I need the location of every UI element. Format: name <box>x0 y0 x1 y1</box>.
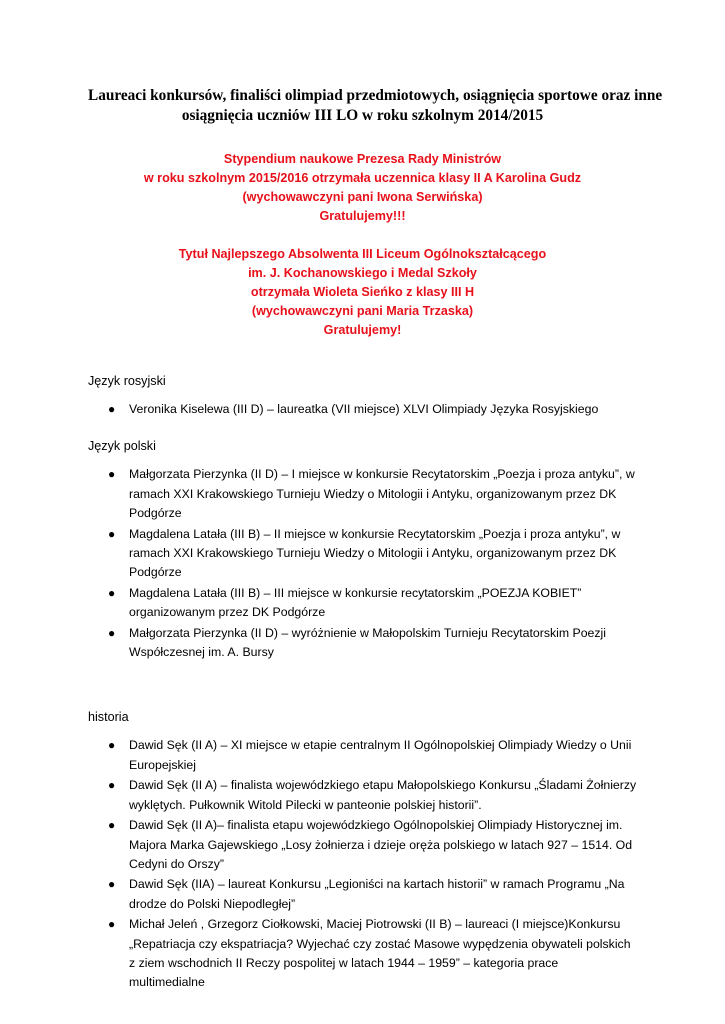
list-item-text: Małgorzata Pierzynka (II D) – wyróżnienie w Małopolskim Turnieju Recytatorskim Poezji Współczesnej im. A. Bursy <box>129 625 607 660</box>
list-item-text: Dawid Sęk (IIA) – laureat Konkursu „Legioniści na kartach historii” w ramach Programu „Na drodze do Polski Niepodległej” <box>129 877 625 911</box>
list-item <box>88 465 637 523</box>
award-scholarship <box>88 150 637 226</box>
list-item <box>88 736 637 775</box>
bullet-icon: ● <box>108 778 116 793</box>
award-line: (wychowawczyni pani Iwona Serwińska) <box>242 190 483 204</box>
section-list-history <box>88 736 637 992</box>
list-item <box>88 816 637 874</box>
list-item-text: Veronika Kiselewa (III D) – laureatka (VII miejsce) XLVI Olimpiady Języka Rosyjskiego <box>129 402 599 416</box>
bullet-icon: ● <box>108 877 116 892</box>
award-line: Stypendium naukowe Prezesa Rady Ministrów <box>223 152 502 166</box>
list-item <box>88 875 637 914</box>
award-best-graduate <box>88 245 637 340</box>
list-item <box>88 400 637 419</box>
award-line: otrzymała Wioleta Sieńko z klasy III H <box>250 285 475 299</box>
section-heading-russian: Język rosyjski <box>88 374 166 388</box>
list-item-text: Dawid Sęk (II A)– finalista etapu wojewódzkiego Ogólnopolskiej Olimpiady Historycznej im. Majora Marka Gajewskiego „Losy żołnierza i dzieje oręża polskiego w latach 927 – 1514. Od Cedyni do Orszy” <box>129 818 633 871</box>
bullet-icon: ● <box>108 402 116 416</box>
list-item <box>88 624 637 663</box>
list-item <box>88 584 637 623</box>
award-line: Gratulujemy!!! <box>319 209 406 223</box>
award-line: Tytuł Najlepszego Absolwenta III Liceum Ogólnokształcącego <box>178 247 547 261</box>
award-line: (wychowawczyni pani Maria Trzaska) <box>251 304 474 318</box>
list-item-text: Magdalena Latała (III B) – II miejsce w konkursie Recytatorskim „Poezja i proza antyku”, w ramach XXI Krakowskiego Turnieju Wiedzy o Mitologii i Antyku, organizowanym przez DK Podgórze <box>129 526 621 580</box>
award-line: w roku szkolnym 2015/2016 otrzymała uczennica klasy II A Karolina Gudz <box>143 171 582 185</box>
bullet-icon: ● <box>108 738 116 753</box>
list-item-text: Małgorzata Pierzynka (II D) – I miejsce w konkursie Recytatorskim „Poezja i proza antyku”, w ramach XXI Krakowskiego Turnieju Wiedzy o Mitologii i Antyku, organizowanym przez DK Podgórze <box>129 467 635 521</box>
bullet-icon: ● <box>108 467 116 482</box>
list-item <box>88 776 637 815</box>
list-item <box>88 915 637 993</box>
award-line: im. J. Kochanowskiego i Medal Szkoły <box>248 266 477 280</box>
list-item-text: Michał Jeleń , Grzegorz Ciołkowski, Maciej Piotrowski (II B) – laureaci (I miejsce)Konkursu „Repatriacja czy ekspatriacja? Wyjechać czy zostać Masowe wypędzenia obywateli polskich z ziem wschodnich II Reczy pospolitej w latach 1944 – 1959” – kategoria prace multimedialne <box>129 917 631 990</box>
list-item <box>88 525 637 583</box>
section-heading-polish: Język polski <box>88 439 156 454</box>
section-list-polish <box>88 465 637 662</box>
list-item-text: Dawid Sęk (II A) – finalista wojewódzkiego etapu Małopolskiego Konkursu „Śladami Żołnierzy wyklętych. Pułkownik Witold Pilecki w panteonie polskiej historii”. <box>129 778 637 812</box>
bullet-icon: ● <box>108 585 116 600</box>
section-list-russian <box>88 400 637 419</box>
section-heading-history: historia <box>88 710 129 725</box>
list-item-text: Magdalena Latała (III B) – III miejsce w konkursie recytatorskim „POEZJA KOBIET” organizowanym przez DK Podgórze <box>129 585 582 620</box>
list-item-text: Dawid Sęk (II A) – XI miejsce w etapie centralnym II Ogólnopolskiej Olimpiady Wiedzy o Unii Europejskiej <box>129 738 632 772</box>
bullet-icon: ● <box>108 917 116 932</box>
bullet-icon: ● <box>108 526 116 541</box>
bullet-icon: ● <box>108 625 116 640</box>
document-title <box>88 86 663 126</box>
bullet-icon: ● <box>108 818 116 833</box>
title-line-2: osiągnięcia uczniów III LO w roku szkolnym 2014/2015 <box>181 107 544 124</box>
title-line-1: Laureaci konkursów, finaliści olimpiad przedmiotowych, osiągnięcia sportowe oraz inne <box>88 87 663 104</box>
award-line: Gratulujemy! <box>323 323 402 337</box>
